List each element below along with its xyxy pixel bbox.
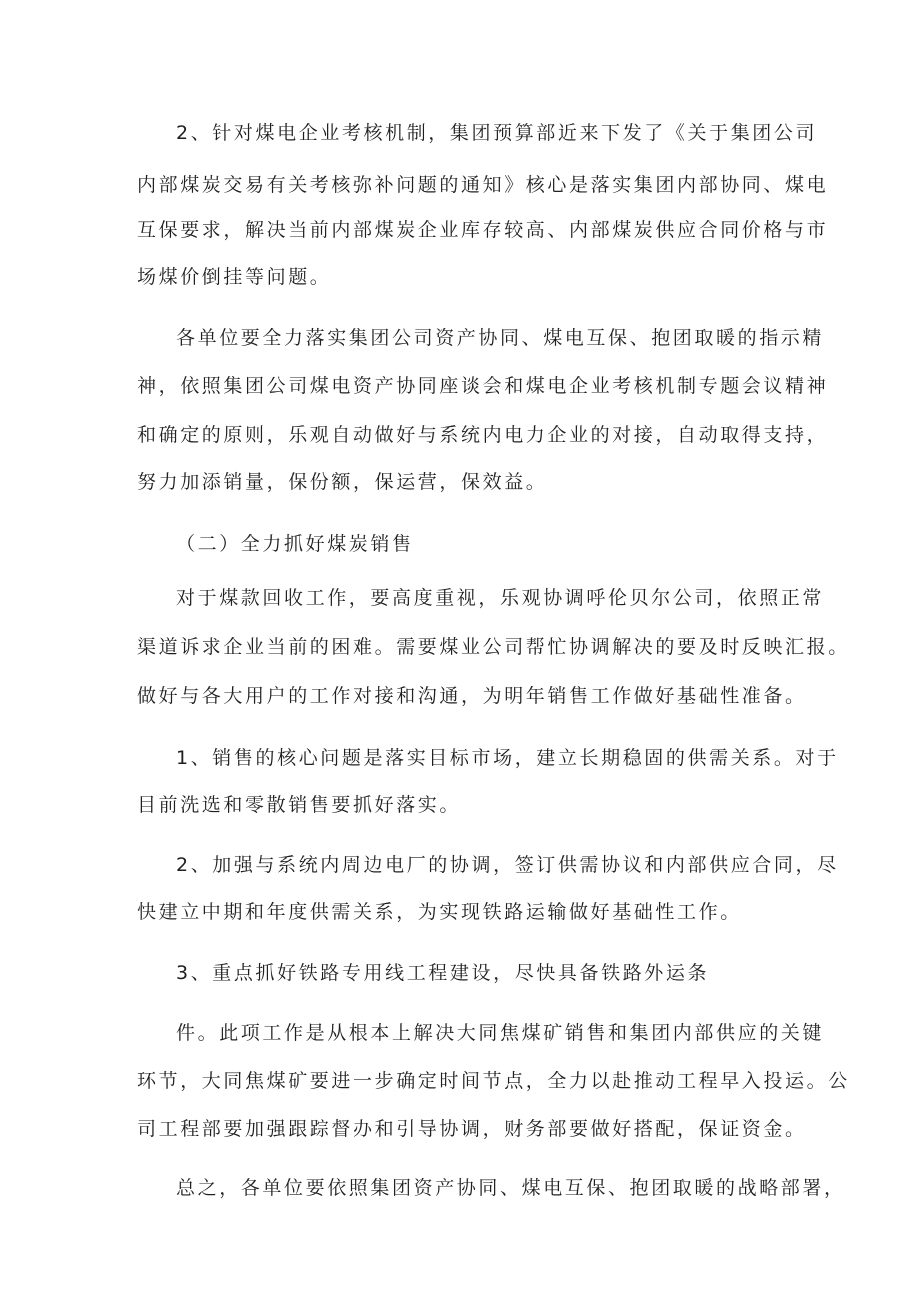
paragraph-1-line-3: 互保要求，解决当前内部煤炭企业库存较高、内部煤炭供应合同价格与市	[137, 219, 829, 241]
paragraph-2-line-1: 各单位要全力落实集团公司资产协同、煤电互保、抱团取暖的指示精	[176, 327, 825, 349]
paragraph-5-line-2: 快建立中期和年度供需关系，为实现铁路运输做好基础性工作。	[137, 901, 742, 923]
paragraph-6-line-1: 3、重点抓好铁路专用线工程建设，尽快具备铁路外运条	[176, 962, 710, 984]
paragraph-1-line-4: 场煤价倒挂等问题。	[137, 266, 332, 288]
paragraph-4-line-2: 目前洗选和零散销售要抓好落实。	[137, 794, 462, 816]
paragraph-2-line-4: 努力加添销量，保份额，保运营，保效益。	[137, 471, 548, 493]
paragraph-2-line-2: 神，依照集团公司煤电资产协同座谈会和煤电企业考核机制专题会议精神	[137, 375, 829, 397]
paragraph-7-line-3: 司工程部要加强跟踪督办和引导协调，财务部要做好搭配，保证资金。	[137, 1118, 807, 1140]
paragraph-3-line-2: 渠道诉求企业当前的困难。需要煤业公司帮忙协调解决的要及时反映汇报。	[137, 636, 850, 658]
paragraph-4-line-1: 1、销售的核心问题是落实目标市场，建立长期稳固的供需关系。对于	[176, 747, 839, 769]
paragraph-5-line-1: 2、加强与系统内周边电厂的协调，签订供需协议和内部供应合同，尽	[176, 854, 839, 876]
paragraph-3-line-3: 做好与各大用户的工作对接和沟通，为明年销售工作做好基础性准备。	[137, 685, 807, 707]
paragraph-2-line-3: 和确定的原则，乐观自动做好与系统内电力企业的对接，自动取得支持，	[137, 424, 829, 446]
section-heading: （二）全力抓好煤炭销售	[176, 533, 414, 555]
paragraph-1-line-1: 2、针对煤电企业考核机制，集团预算部近来下发了《关于集团公司	[176, 122, 818, 144]
paragraph-7-line-1: 件。此项工作是从根本上解决大同焦煤矿销售和集团内部供应的关键	[176, 1022, 825, 1044]
paragraph-7-line-2: 环节，大同焦煤矿要进一步确定时间节点，全力以赴推动工程早入投运。公	[137, 1070, 850, 1092]
paragraph-3-line-1: 对于煤款回收工作，要高度重视，乐观协调呼伦贝尔公司，依照正常	[176, 587, 825, 609]
paragraph-8-line-1: 总之，各单位要依照集团资产协同、煤电互保、抱团取暖的战略部署，	[176, 1177, 846, 1199]
paragraph-1-line-2: 内部煤炭交易有关考核弥补问题的通知》核心是落实集团内部协同、煤电	[137, 174, 829, 196]
